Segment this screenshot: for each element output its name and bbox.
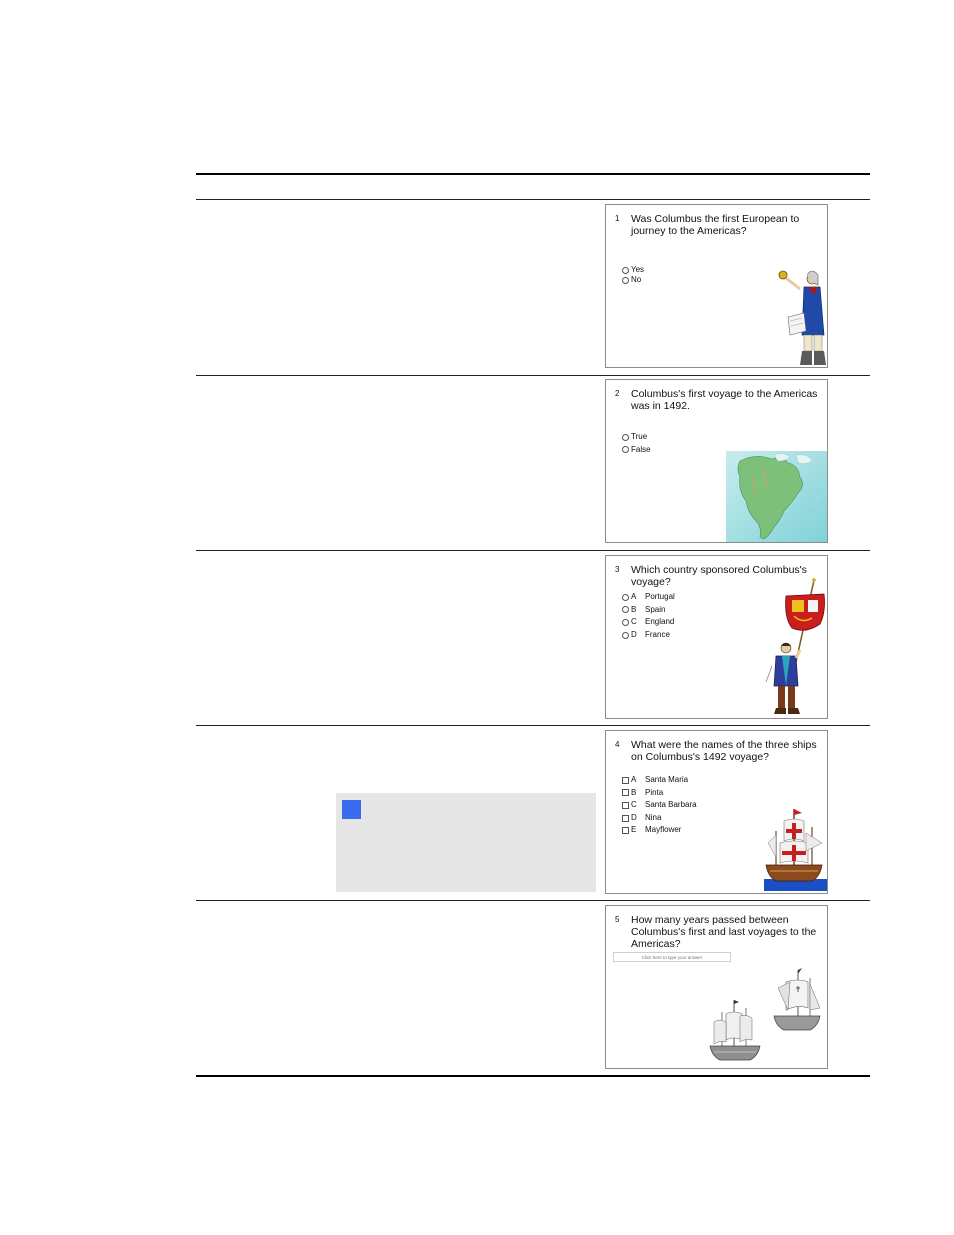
radio-icon[interactable] xyxy=(622,446,629,453)
columbus-holding-compass-icon xyxy=(774,265,828,368)
option-e[interactable]: E Mayflower xyxy=(622,824,697,837)
checkbox-icon[interactable] xyxy=(622,815,629,822)
options-list xyxy=(622,431,651,456)
checkbox-icon[interactable] xyxy=(622,827,629,834)
radio-icon[interactable] xyxy=(622,434,629,441)
option-yes[interactable]: Yes xyxy=(622,265,644,275)
table-top-rule xyxy=(196,173,870,175)
two-ships-icon xyxy=(706,964,826,1066)
caravel-right xyxy=(774,968,820,1030)
row-divider xyxy=(196,725,870,726)
question-text: Which country sponsored Columbus's voyage? xyxy=(631,564,807,588)
question-number: 2 xyxy=(615,389,620,398)
question-text: What were the names of the three ships on Columbus's 1492 voyage? xyxy=(631,739,817,763)
question-slide-1 xyxy=(605,204,828,368)
question-slide-4 xyxy=(605,730,828,894)
question-text: Columbus's first voyage to the Americas was in 1492. xyxy=(631,388,818,412)
row-divider xyxy=(196,550,870,551)
north-america-map-icon xyxy=(726,451,828,542)
radio-icon[interactable] xyxy=(622,619,629,626)
row-divider xyxy=(196,900,870,901)
columbus-with-flag-icon xyxy=(762,578,828,718)
radio-icon[interactable] xyxy=(622,632,629,639)
row-divider xyxy=(196,375,870,376)
row-divider xyxy=(196,199,870,200)
option-c[interactable]: C Santa Barbara xyxy=(622,799,697,812)
question-slide-2 xyxy=(605,379,828,543)
question-number: 3 xyxy=(615,565,620,574)
option-b[interactable]: B Pinta xyxy=(622,787,697,800)
option-b[interactable]: B Spain xyxy=(622,604,675,617)
checkbox-icon[interactable] xyxy=(622,802,629,809)
carrack-left xyxy=(710,1000,760,1060)
option-d[interactable]: D Nina xyxy=(622,812,697,825)
radio-icon[interactable] xyxy=(622,267,629,274)
radio-icon[interactable] xyxy=(622,606,629,613)
option-true[interactable]: True xyxy=(622,431,651,444)
answer-input[interactable] xyxy=(613,952,731,962)
santa-maria-ship-icon xyxy=(762,807,828,893)
option-a[interactable]: A Santa Maria xyxy=(622,774,697,787)
options-list xyxy=(622,774,697,837)
question-text: How many years passed between Columbus's first and last voyages to the Americas? xyxy=(631,914,817,950)
option-false[interactable]: False xyxy=(622,444,651,457)
checkbox-icon[interactable] xyxy=(622,777,629,784)
option-c[interactable]: C England xyxy=(622,616,675,629)
question-slide-5 xyxy=(605,905,828,1069)
option-a[interactable]: A Portugal xyxy=(622,591,675,604)
option-d[interactable]: D France xyxy=(622,629,675,642)
question-number: 1 xyxy=(615,214,620,223)
question-number: 5 xyxy=(615,915,620,924)
note-marker-icon xyxy=(342,800,361,819)
options-list xyxy=(622,591,675,641)
table-bottom-rule xyxy=(196,1075,870,1077)
radio-icon[interactable] xyxy=(622,277,629,284)
option-no[interactable]: No xyxy=(622,275,644,285)
note-box xyxy=(336,793,596,892)
question-text: Was Columbus the first European to journey to the Americas? xyxy=(631,213,800,237)
checkbox-icon[interactable] xyxy=(622,789,629,796)
options-list xyxy=(622,265,644,285)
question-slide-3 xyxy=(605,555,828,719)
question-number: 4 xyxy=(615,740,620,749)
radio-icon[interactable] xyxy=(622,594,629,601)
